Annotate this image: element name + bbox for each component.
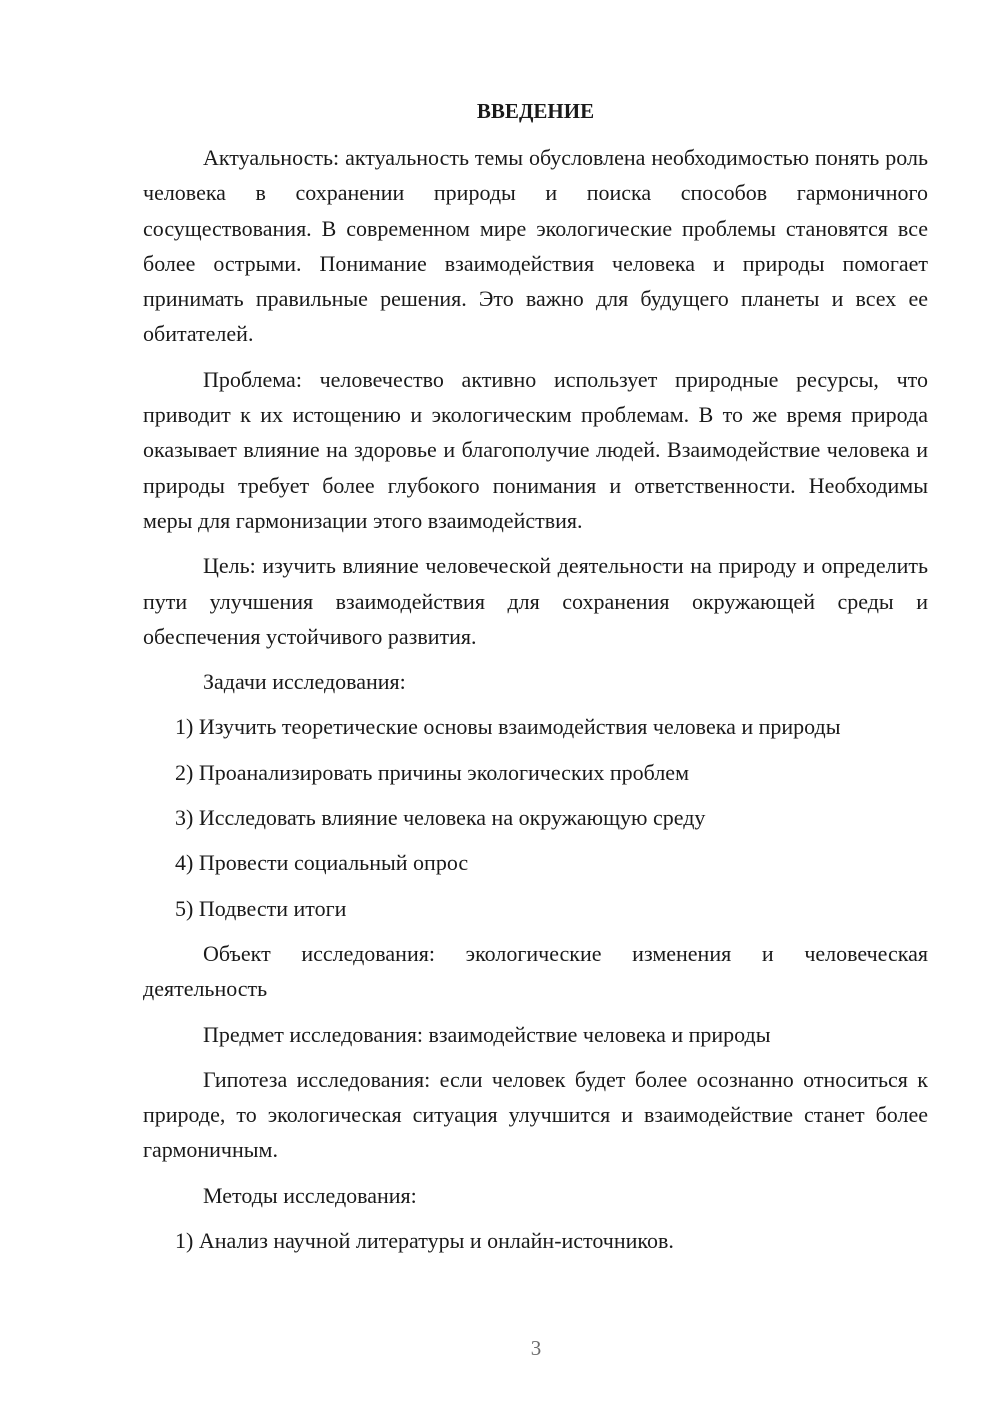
task-item-1: 1) Изучить теоретические основы взаимодействия человека и природы xyxy=(175,714,841,740)
paragraph-relevance: Актуальность: актуальность темы обусловлена необходимостью понять роль человека в сохранении природы и поиска способов гармоничного сосуществования. В современном мире экологические проблемы становятся все более острыми. Понимание взаимодействия человека и природы помогает принимать правильные решения. Это важно для будущего планеты и всех ее обитателей. xyxy=(143,145,928,347)
paragraph-hypothesis: Гипотеза исследования: если человек будет более осознанно относиться к природе, то экологическая ситуация улучшится и взаимодействие станет более гармоничным. xyxy=(143,1066,928,1163)
task-item-4: 4) Провести социальный опрос xyxy=(175,850,469,876)
paragraph-problem: Проблема: человечество активно использует природные ресурсы, что приводит к их истощению и экологическим проблемам. В то же время природа оказывает влияние на здоровье и благополучие людей. Взаимодействие человека и природы требует более глубокого понимания и ответственности. Необходимы меры для гармонизации этого взаимодействия. xyxy=(143,366,928,533)
page-content xyxy=(143,96,928,1268)
page-number: 3 xyxy=(530,1336,542,1360)
method-item-1: 1) Анализ научной литературы и онлайн-источников. xyxy=(175,1228,674,1254)
paragraph-goal: Цель: изучить влияние человеческой деятельности на природу и определить пути улучшения взаимодействия для сохранения окружающей среды и обеспечения устойчивого развития. xyxy=(143,553,928,649)
page-heading: ВВЕДЕНИЕ xyxy=(476,99,595,123)
task-item-3: 3) Исследовать влияние человека на окружающую среду xyxy=(175,805,706,831)
tasks-title: Задачи исследования: xyxy=(203,669,406,695)
methods-title: Методы исследования: xyxy=(203,1182,417,1208)
paragraph-object: Объект исследования: экологические изменения и человеческая деятельность xyxy=(143,940,928,1002)
task-item-5: 5) Подвести итоги xyxy=(175,895,347,921)
paragraph-subject: Предмет исследования: взаимодействие человека и природы xyxy=(203,1021,771,1047)
task-item-2: 2) Проанализировать причины экологических проблем xyxy=(175,759,689,785)
